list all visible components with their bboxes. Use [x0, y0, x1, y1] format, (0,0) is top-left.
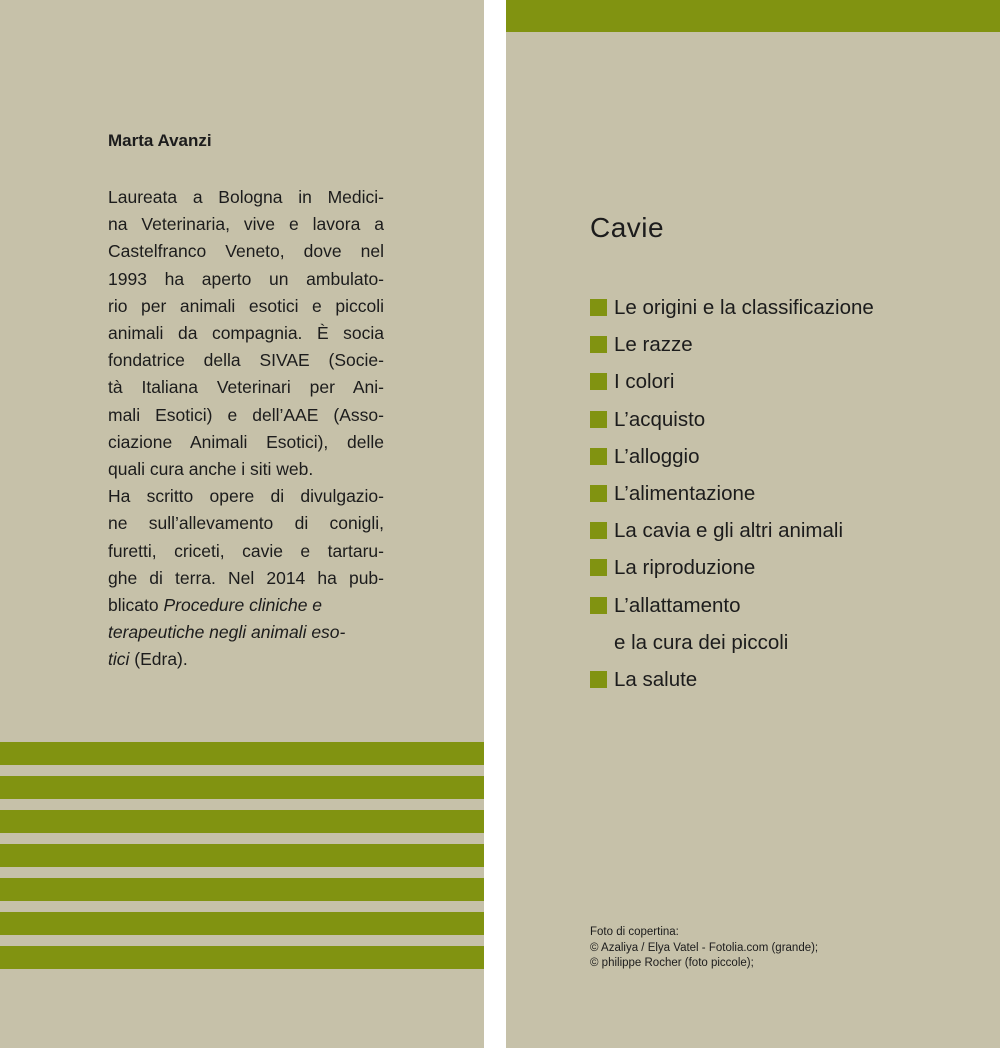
square-bullet-icon	[590, 299, 607, 316]
toc-item	[590, 401, 874, 438]
square-bullet-icon	[590, 411, 607, 428]
decorative-stripe	[0, 844, 484, 867]
bio-line: ghe di terra. Nel 2014 ha pub-	[108, 567, 384, 588]
square-bullet-icon	[590, 671, 607, 688]
left-page	[0, 0, 484, 1048]
photo-credits	[590, 925, 818, 972]
square-bullet-icon	[590, 485, 607, 502]
square-bullet-icon	[590, 448, 607, 465]
credit-line: © Azaliya / Elya Vatel - Fotolia.com (grande);	[590, 941, 819, 954]
decorative-stripe	[0, 810, 484, 833]
bio-line: ciazione Animali Esotici), delle	[108, 431, 384, 452]
toc-item-label: L’alloggio	[614, 444, 700, 468]
credit-line: Foto di copertina:	[590, 926, 679, 938]
square-bullet-icon	[590, 336, 607, 353]
bio-line: Castelfranco Veneto, dove nel	[108, 241, 384, 262]
toc-item-continuation: e la cura dei piccoli	[614, 630, 789, 654]
toc-item-label: La riproduzione	[614, 556, 756, 580]
top-band	[506, 0, 1000, 32]
credit-line: © philippe Rocher (foto piccole);	[590, 957, 754, 969]
square-bullet-icon	[590, 559, 607, 576]
bio-line: tà Italiana Veterinari per Ani-	[108, 377, 384, 398]
decorative-stripe	[0, 742, 484, 765]
bio-line: animali da compagnia. È socia	[108, 323, 384, 344]
decorative-stripe	[0, 776, 484, 799]
publisher: (Edra).	[134, 649, 188, 670]
toc-item	[590, 438, 874, 475]
decorative-stripe	[0, 878, 484, 901]
toc-item	[590, 363, 874, 400]
bio-text: blicato	[108, 595, 159, 616]
bio-line: fondatrice della SIVAE (Socie-	[108, 350, 384, 371]
toc-item	[590, 587, 874, 661]
square-bullet-icon	[590, 597, 607, 614]
decorative-stripe	[0, 946, 484, 969]
book-title: terapeutiche negli animali eso-	[108, 622, 346, 643]
page-title: Cavie	[590, 212, 665, 243]
bio-line: Ha scritto opere di divulgazio-	[108, 486, 384, 507]
toc-item	[590, 661, 874, 698]
book-title: tici	[108, 649, 130, 670]
toc-item	[590, 289, 874, 326]
right-page	[506, 0, 1000, 1048]
bio-line: mali Esotici) e dell’AAE (Asso-	[108, 404, 384, 425]
decorative-stripe	[0, 912, 484, 935]
square-bullet-icon	[590, 373, 607, 390]
book-title: Procedure cliniche e	[163, 595, 323, 616]
toc-item	[590, 512, 874, 549]
bio-line	[108, 592, 384, 619]
toc-item	[590, 475, 874, 512]
bio-line: ne sull’allevamento di conigli,	[108, 513, 384, 534]
bio-line: furetti, criceti, cavie e tartaru-	[108, 540, 384, 561]
bio-line: Laureata a Bologna in Medici-	[108, 187, 384, 207]
toc-item-label: L’allattamento	[614, 593, 741, 617]
toc-item	[590, 549, 874, 586]
author-bio	[108, 184, 384, 674]
author-name: Marta Avanzi	[108, 131, 212, 150]
square-bullet-icon	[590, 522, 607, 539]
toc-item-label: L’acquisto	[614, 407, 706, 431]
bio-line	[108, 646, 384, 673]
table-of-contents	[590, 289, 874, 698]
bio-line: rio per animali esotici e piccoli	[108, 295, 384, 316]
toc-item-label: Le origini e la classificazione	[614, 296, 874, 319]
toc-item-label: La salute	[614, 668, 698, 692]
bio-line	[108, 619, 384, 646]
toc-item-label: La cavia e gli altri animali	[614, 519, 844, 543]
toc-item-label: Le razze	[614, 333, 693, 357]
toc-item	[590, 326, 874, 363]
bio-line: 1993 ha aperto un ambulato-	[108, 268, 384, 289]
bio-line: quali cura anche i siti web.	[108, 459, 314, 480]
toc-item-label: L’alimentazione	[614, 482, 756, 506]
bio-line: na Veterinaria, vive e lavora a	[108, 214, 384, 235]
toc-item-label: I colori	[614, 370, 675, 394]
